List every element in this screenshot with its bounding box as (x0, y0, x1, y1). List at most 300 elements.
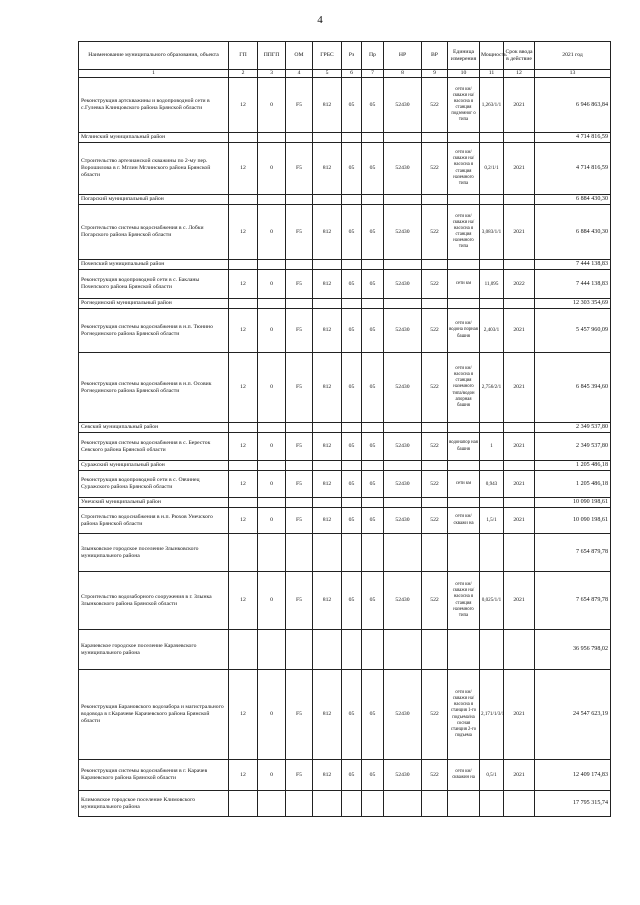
cell-gp: 12 (229, 353, 258, 423)
cell-om: F5 (286, 471, 313, 498)
table-body (79, 78, 611, 817)
cell-capacity (480, 260, 504, 270)
cell-om (286, 299, 313, 309)
cell-grbs: 812 (313, 670, 342, 760)
table-row (79, 508, 611, 534)
cell-gp: 12 (229, 205, 258, 260)
cell-ppgp: 0 (258, 270, 286, 299)
cell-vr: 522 (422, 760, 448, 791)
cell-nr: 52430 (384, 471, 422, 498)
cell-pr: 05 (362, 353, 384, 423)
cell-om (286, 630, 313, 670)
cell-term (504, 534, 535, 572)
cell-grbs (313, 260, 342, 270)
table-row (79, 143, 611, 195)
cell-unit (448, 630, 480, 670)
cell-amount: 7 654 879,78 (535, 572, 611, 630)
cell-capacity (480, 498, 504, 508)
cell-capacity (480, 791, 504, 817)
cell-pr: 05 (362, 572, 384, 630)
cell-nr (384, 791, 422, 817)
object-name: Строительство системы водоснабжения в с. Лобки Погарского района Брянской области (79, 205, 229, 260)
district-name: Карачевское городское поселение Карачевского муниципального района (79, 630, 229, 670)
cell-term: 2021 (504, 670, 535, 760)
column-number: 5 (313, 70, 342, 78)
cell-term (504, 423, 535, 433)
cell-pr (362, 260, 384, 270)
cell-gp: 12 (229, 508, 258, 534)
cell-vr: 522 (422, 143, 448, 195)
cell-ppgp (258, 423, 286, 433)
cell-amount: 6 884 430,30 (535, 205, 611, 260)
header-name: Наименование муниципального образования, объекта (79, 42, 229, 70)
cell-unit: сети км/скважи на/насосна я станция 1-го подъема/на сосная станция 2-го подъема (448, 670, 480, 760)
cell-grbs: 812 (313, 143, 342, 195)
cell-gp (229, 195, 258, 205)
column-number: 3 (258, 70, 286, 78)
subtotal-row (79, 299, 611, 309)
header-capacity: Мощность (480, 42, 504, 70)
cell-unit (448, 461, 480, 471)
cell-grbs (313, 630, 342, 670)
cell-amount: 10 090 198,61 (535, 508, 611, 534)
cell-om (286, 534, 313, 572)
cell-unit: сети км/водона порная башня (448, 309, 480, 353)
cell-om: F5 (286, 760, 313, 791)
cell-term (504, 299, 535, 309)
district-name: Климовское городское поселение Климовского муниципального района (79, 791, 229, 817)
cell-rz: 05 (342, 760, 362, 791)
cell-unit: сети км/скважи на/насосна я станция наземного типа (448, 572, 480, 630)
column-number-row (79, 70, 611, 78)
cell-gp (229, 791, 258, 817)
district-name: Почепский муниципальный район (79, 260, 229, 270)
cell-grbs: 812 (313, 433, 342, 461)
table-row (79, 471, 611, 498)
cell-capacity: 11,095 (480, 270, 504, 299)
district-name: Унечский муниципальный район (79, 498, 229, 508)
cell-pr: 05 (362, 760, 384, 791)
cell-term: 2021 (504, 508, 535, 534)
cell-grbs: 812 (313, 471, 342, 498)
cell-nr: 52430 (384, 433, 422, 461)
cell-grbs: 812 (313, 270, 342, 299)
cell-pr (362, 791, 384, 817)
cell-pr: 05 (362, 309, 384, 353)
cell-ppgp (258, 534, 286, 572)
header-rz: Рз (342, 42, 362, 70)
cell-gp (229, 423, 258, 433)
cell-term (504, 498, 535, 508)
cell-gp (229, 461, 258, 471)
table-row (79, 309, 611, 353)
cell-pr (362, 299, 384, 309)
cell-vr: 522 (422, 471, 448, 498)
cell-capacity (480, 534, 504, 572)
table-row (79, 572, 611, 630)
cell-unit: сети км/скважин на (448, 760, 480, 791)
cell-gp: 12 (229, 78, 258, 133)
cell-pr: 05 (362, 670, 384, 760)
header-ppgp: ППГП (258, 42, 286, 70)
cell-nr (384, 630, 422, 670)
cell-gp (229, 534, 258, 572)
cell-om (286, 791, 313, 817)
object-name: Строительство водоснабжения в н.п. Рюхов Унечского района Брянской области (79, 508, 229, 534)
cell-nr (384, 195, 422, 205)
cell-rz (342, 534, 362, 572)
cell-grbs: 812 (313, 572, 342, 630)
cell-ppgp (258, 195, 286, 205)
cell-om: F5 (286, 205, 313, 260)
cell-nr (384, 133, 422, 143)
cell-gp: 12 (229, 309, 258, 353)
cell-vr (422, 461, 448, 471)
subtotal-row (79, 133, 611, 143)
subtotal-row (79, 195, 611, 205)
cell-rz (342, 299, 362, 309)
column-number: 13 (535, 70, 611, 78)
cell-nr: 52430 (384, 205, 422, 260)
cell-amount: 1 205 486,18 (535, 461, 611, 471)
cell-ppgp: 0 (258, 143, 286, 195)
cell-term: 2021 (504, 309, 535, 353)
cell-capacity: 1,5/1 (480, 508, 504, 534)
cell-nr: 52430 (384, 270, 422, 299)
cell-unit: сети км (448, 471, 480, 498)
header-gp: ГП (229, 42, 258, 70)
object-name: Строительство артезианской скважины по 2-му пер. Ворошилова в г. Мглин Мглинского района Брянской области (79, 143, 229, 195)
column-number: 9 (422, 70, 448, 78)
cell-pr (362, 498, 384, 508)
cell-nr: 52430 (384, 572, 422, 630)
cell-capacity: 1 (480, 433, 504, 461)
header-om: ОМ (286, 42, 313, 70)
cell-pr (362, 423, 384, 433)
cell-gp (229, 498, 258, 508)
cell-amount: 24 547 623,19 (535, 670, 611, 760)
cell-nr: 52430 (384, 760, 422, 791)
cell-rz: 05 (342, 433, 362, 461)
cell-om (286, 133, 313, 143)
column-number: 10 (448, 70, 480, 78)
cell-amount: 6 946 863,84 (535, 78, 611, 133)
cell-ppgp: 0 (258, 353, 286, 423)
cell-rz: 05 (342, 143, 362, 195)
cell-nr (384, 461, 422, 471)
cell-term: 2021 (504, 143, 535, 195)
cell-vr (422, 498, 448, 508)
cell-om (286, 195, 313, 205)
object-name: Реконструкция системы водоснабжения в н.п. Тюнино Рогнединского района Брянской области (79, 309, 229, 353)
cell-vr: 522 (422, 270, 448, 299)
cell-amount: 4 714 816,59 (535, 143, 611, 195)
cell-capacity: 0,2/1/1 (480, 143, 504, 195)
cell-pr (362, 534, 384, 572)
cell-pr (362, 133, 384, 143)
cell-nr: 52430 (384, 353, 422, 423)
cell-pr (362, 195, 384, 205)
header-vr: ВР (422, 42, 448, 70)
cell-gp (229, 299, 258, 309)
cell-grbs: 812 (313, 353, 342, 423)
subtotal-row (79, 423, 611, 433)
header-year: 2021 год (535, 42, 611, 70)
cell-rz (342, 195, 362, 205)
cell-capacity: 2,756/2/1 (480, 353, 504, 423)
budget-table (78, 41, 611, 817)
cell-om: F5 (286, 353, 313, 423)
cell-unit: сети км (448, 270, 480, 299)
cell-capacity: 2,171/1/3/1 (480, 670, 504, 760)
cell-rz (342, 260, 362, 270)
cell-grbs: 812 (313, 508, 342, 534)
cell-nr: 52430 (384, 143, 422, 195)
cell-unit (448, 791, 480, 817)
cell-vr: 522 (422, 309, 448, 353)
cell-vr: 522 (422, 670, 448, 760)
object-name: Строительство водозаборного сооружения в г. Злынка Злынковского района Брянской области (79, 572, 229, 630)
cell-om: F5 (286, 508, 313, 534)
cell-gp: 12 (229, 270, 258, 299)
cell-rz: 05 (342, 78, 362, 133)
cell-ppgp (258, 791, 286, 817)
subtotal-row (79, 461, 611, 471)
table-row (79, 433, 611, 461)
cell-rz: 05 (342, 270, 362, 299)
cell-capacity: 0,025/1/1 (480, 572, 504, 630)
cell-ppgp: 0 (258, 572, 286, 630)
cell-gp: 12 (229, 572, 258, 630)
cell-amount: 17 795 315,74 (535, 791, 611, 817)
cell-amount: 1 205 486,18 (535, 471, 611, 498)
cell-amount: 5 457 960,09 (535, 309, 611, 353)
cell-amount: 6 884 430,30 (535, 195, 611, 205)
cell-unit (448, 260, 480, 270)
cell-gp (229, 630, 258, 670)
cell-om: F5 (286, 433, 313, 461)
cell-ppgp (258, 133, 286, 143)
cell-pr: 05 (362, 508, 384, 534)
subtotal-row (79, 534, 611, 572)
cell-rz: 05 (342, 353, 362, 423)
cell-rz (342, 791, 362, 817)
cell-unit: сети км/скважи на/насосна я станция подземног о типа (448, 78, 480, 133)
cell-term: 2021 (504, 760, 535, 791)
cell-grbs: 812 (313, 205, 342, 260)
cell-vr: 522 (422, 353, 448, 423)
cell-grbs (313, 534, 342, 572)
column-number: 7 (362, 70, 384, 78)
cell-vr: 522 (422, 508, 448, 534)
cell-grbs (313, 498, 342, 508)
cell-om: F5 (286, 309, 313, 353)
subtotal-row (79, 630, 611, 670)
cell-vr (422, 299, 448, 309)
cell-capacity: 2,403/1 (480, 309, 504, 353)
cell-term (504, 195, 535, 205)
cell-grbs: 812 (313, 309, 342, 353)
cell-gp: 12 (229, 143, 258, 195)
cell-nr: 52430 (384, 309, 422, 353)
cell-ppgp: 0 (258, 760, 286, 791)
cell-amount: 6 845 394,60 (535, 353, 611, 423)
cell-unit (448, 299, 480, 309)
cell-om (286, 423, 313, 433)
cell-unit (448, 423, 480, 433)
cell-gp: 12 (229, 760, 258, 791)
cell-nr (384, 423, 422, 433)
cell-term: 2021 (504, 353, 535, 423)
cell-vr: 522 (422, 433, 448, 461)
subtotal-row (79, 498, 611, 508)
cell-amount: 2 349 537,80 (535, 433, 611, 461)
cell-ppgp (258, 260, 286, 270)
cell-vr: 522 (422, 205, 448, 260)
cell-term (504, 461, 535, 471)
cell-pr: 05 (362, 433, 384, 461)
cell-grbs (313, 791, 342, 817)
cell-unit: сети км/насосна я станция наземного типа/водон апорная башня (448, 353, 480, 423)
column-number: 8 (384, 70, 422, 78)
cell-rz: 05 (342, 508, 362, 534)
cell-term (504, 133, 535, 143)
cell-pr: 05 (362, 78, 384, 133)
cell-vr (422, 630, 448, 670)
cell-amount: 12 303 354,69 (535, 299, 611, 309)
cell-amount: 7 654 879,78 (535, 534, 611, 572)
cell-term: 2021 (504, 572, 535, 630)
cell-nr: 52430 (384, 670, 422, 760)
cell-unit (448, 133, 480, 143)
cell-rz (342, 423, 362, 433)
table-row (79, 353, 611, 423)
cell-ppgp (258, 461, 286, 471)
object-name: Реконструкция артскважины и водопроводной сети в с.Гулевка Клинцовского района Брянской области (79, 78, 229, 133)
cell-grbs: 812 (313, 78, 342, 133)
cell-ppgp: 0 (258, 205, 286, 260)
cell-nr (384, 260, 422, 270)
cell-amount: 7 444 138,83 (535, 270, 611, 299)
cell-unit (448, 498, 480, 508)
cell-gp (229, 260, 258, 270)
cell-vr (422, 423, 448, 433)
cell-amount: 36 956 798,02 (535, 630, 611, 670)
column-number: 2 (229, 70, 258, 78)
cell-vr: 522 (422, 78, 448, 133)
cell-rz: 05 (342, 670, 362, 760)
cell-grbs (313, 195, 342, 205)
cell-ppgp: 0 (258, 471, 286, 498)
cell-ppgp: 0 (258, 670, 286, 760)
cell-om: F5 (286, 270, 313, 299)
subtotal-row (79, 260, 611, 270)
cell-om: F5 (286, 670, 313, 760)
column-number: 4 (286, 70, 313, 78)
table-row (79, 270, 611, 299)
cell-nr (384, 299, 422, 309)
cell-vr: 522 (422, 572, 448, 630)
column-number: 11 (480, 70, 504, 78)
cell-pr: 05 (362, 471, 384, 498)
cell-om: F5 (286, 143, 313, 195)
cell-vr (422, 260, 448, 270)
cell-rz: 05 (342, 471, 362, 498)
cell-pr: 05 (362, 270, 384, 299)
cell-gp: 12 (229, 471, 258, 498)
cell-ppgp: 0 (258, 78, 286, 133)
cell-pr (362, 630, 384, 670)
cell-rz (342, 133, 362, 143)
district-name: Суражский муниципальный район (79, 461, 229, 471)
cell-amount: 12 409 174,83 (535, 760, 611, 791)
cell-rz (342, 498, 362, 508)
district-name: Злынковское городское поселение Злынковского муниципального района (79, 534, 229, 572)
cell-term (504, 630, 535, 670)
cell-vr (422, 195, 448, 205)
cell-ppgp (258, 630, 286, 670)
table-row (79, 760, 611, 791)
cell-term: 2021 (504, 205, 535, 260)
cell-unit: сети км/скважи на (448, 508, 480, 534)
cell-unit (448, 195, 480, 205)
cell-nr: 52430 (384, 508, 422, 534)
object-name: Реконструкция системы водоснабжения в с. Бересток Севского района Брянской области (79, 433, 229, 461)
cell-vr (422, 534, 448, 572)
header-pr: Пр (362, 42, 384, 70)
cell-grbs (313, 461, 342, 471)
cell-grbs: 812 (313, 760, 342, 791)
cell-gp (229, 133, 258, 143)
table-row (79, 78, 611, 133)
cell-grbs (313, 133, 342, 143)
cell-ppgp: 0 (258, 508, 286, 534)
cell-grbs (313, 299, 342, 309)
subtotal-row (79, 791, 611, 817)
cell-grbs (313, 423, 342, 433)
cell-capacity (480, 195, 504, 205)
cell-capacity: 0,943 (480, 471, 504, 498)
cell-rz (342, 461, 362, 471)
cell-ppgp: 0 (258, 309, 286, 353)
cell-pr: 05 (362, 205, 384, 260)
cell-nr: 52430 (384, 78, 422, 133)
district-name: Севский муниципальный район (79, 423, 229, 433)
header-nr: НР (384, 42, 422, 70)
cell-unit: сети км/скважи на/насосна я станция наземного типа (448, 143, 480, 195)
header-unit: Единица измерения (448, 42, 480, 70)
cell-rz: 05 (342, 205, 362, 260)
cell-gp: 12 (229, 670, 258, 760)
object-name: Реконструкция системы водоснабжения в н.п. Осовик Рогнединского района Брянской области (79, 353, 229, 423)
cell-term: 2021 (504, 433, 535, 461)
cell-nr (384, 498, 422, 508)
cell-capacity (480, 133, 504, 143)
cell-ppgp (258, 498, 286, 508)
district-name: Рогнединский муниципальный район (79, 299, 229, 309)
cell-rz: 05 (342, 309, 362, 353)
cell-amount: 4 714 816,59 (535, 133, 611, 143)
cell-om (286, 461, 313, 471)
cell-capacity: 1,263/1/1 (480, 78, 504, 133)
object-name: Реконструкция системы водоснабжения в г. Карачев Карачевского района Брянской области (79, 760, 229, 791)
cell-unit: сети км/скважи на/насосна я станция наземного типа (448, 205, 480, 260)
cell-amount: 2 349 537,80 (535, 423, 611, 433)
cell-rz: 05 (342, 572, 362, 630)
column-number: 6 (342, 70, 362, 78)
cell-vr (422, 133, 448, 143)
table-row (79, 205, 611, 260)
